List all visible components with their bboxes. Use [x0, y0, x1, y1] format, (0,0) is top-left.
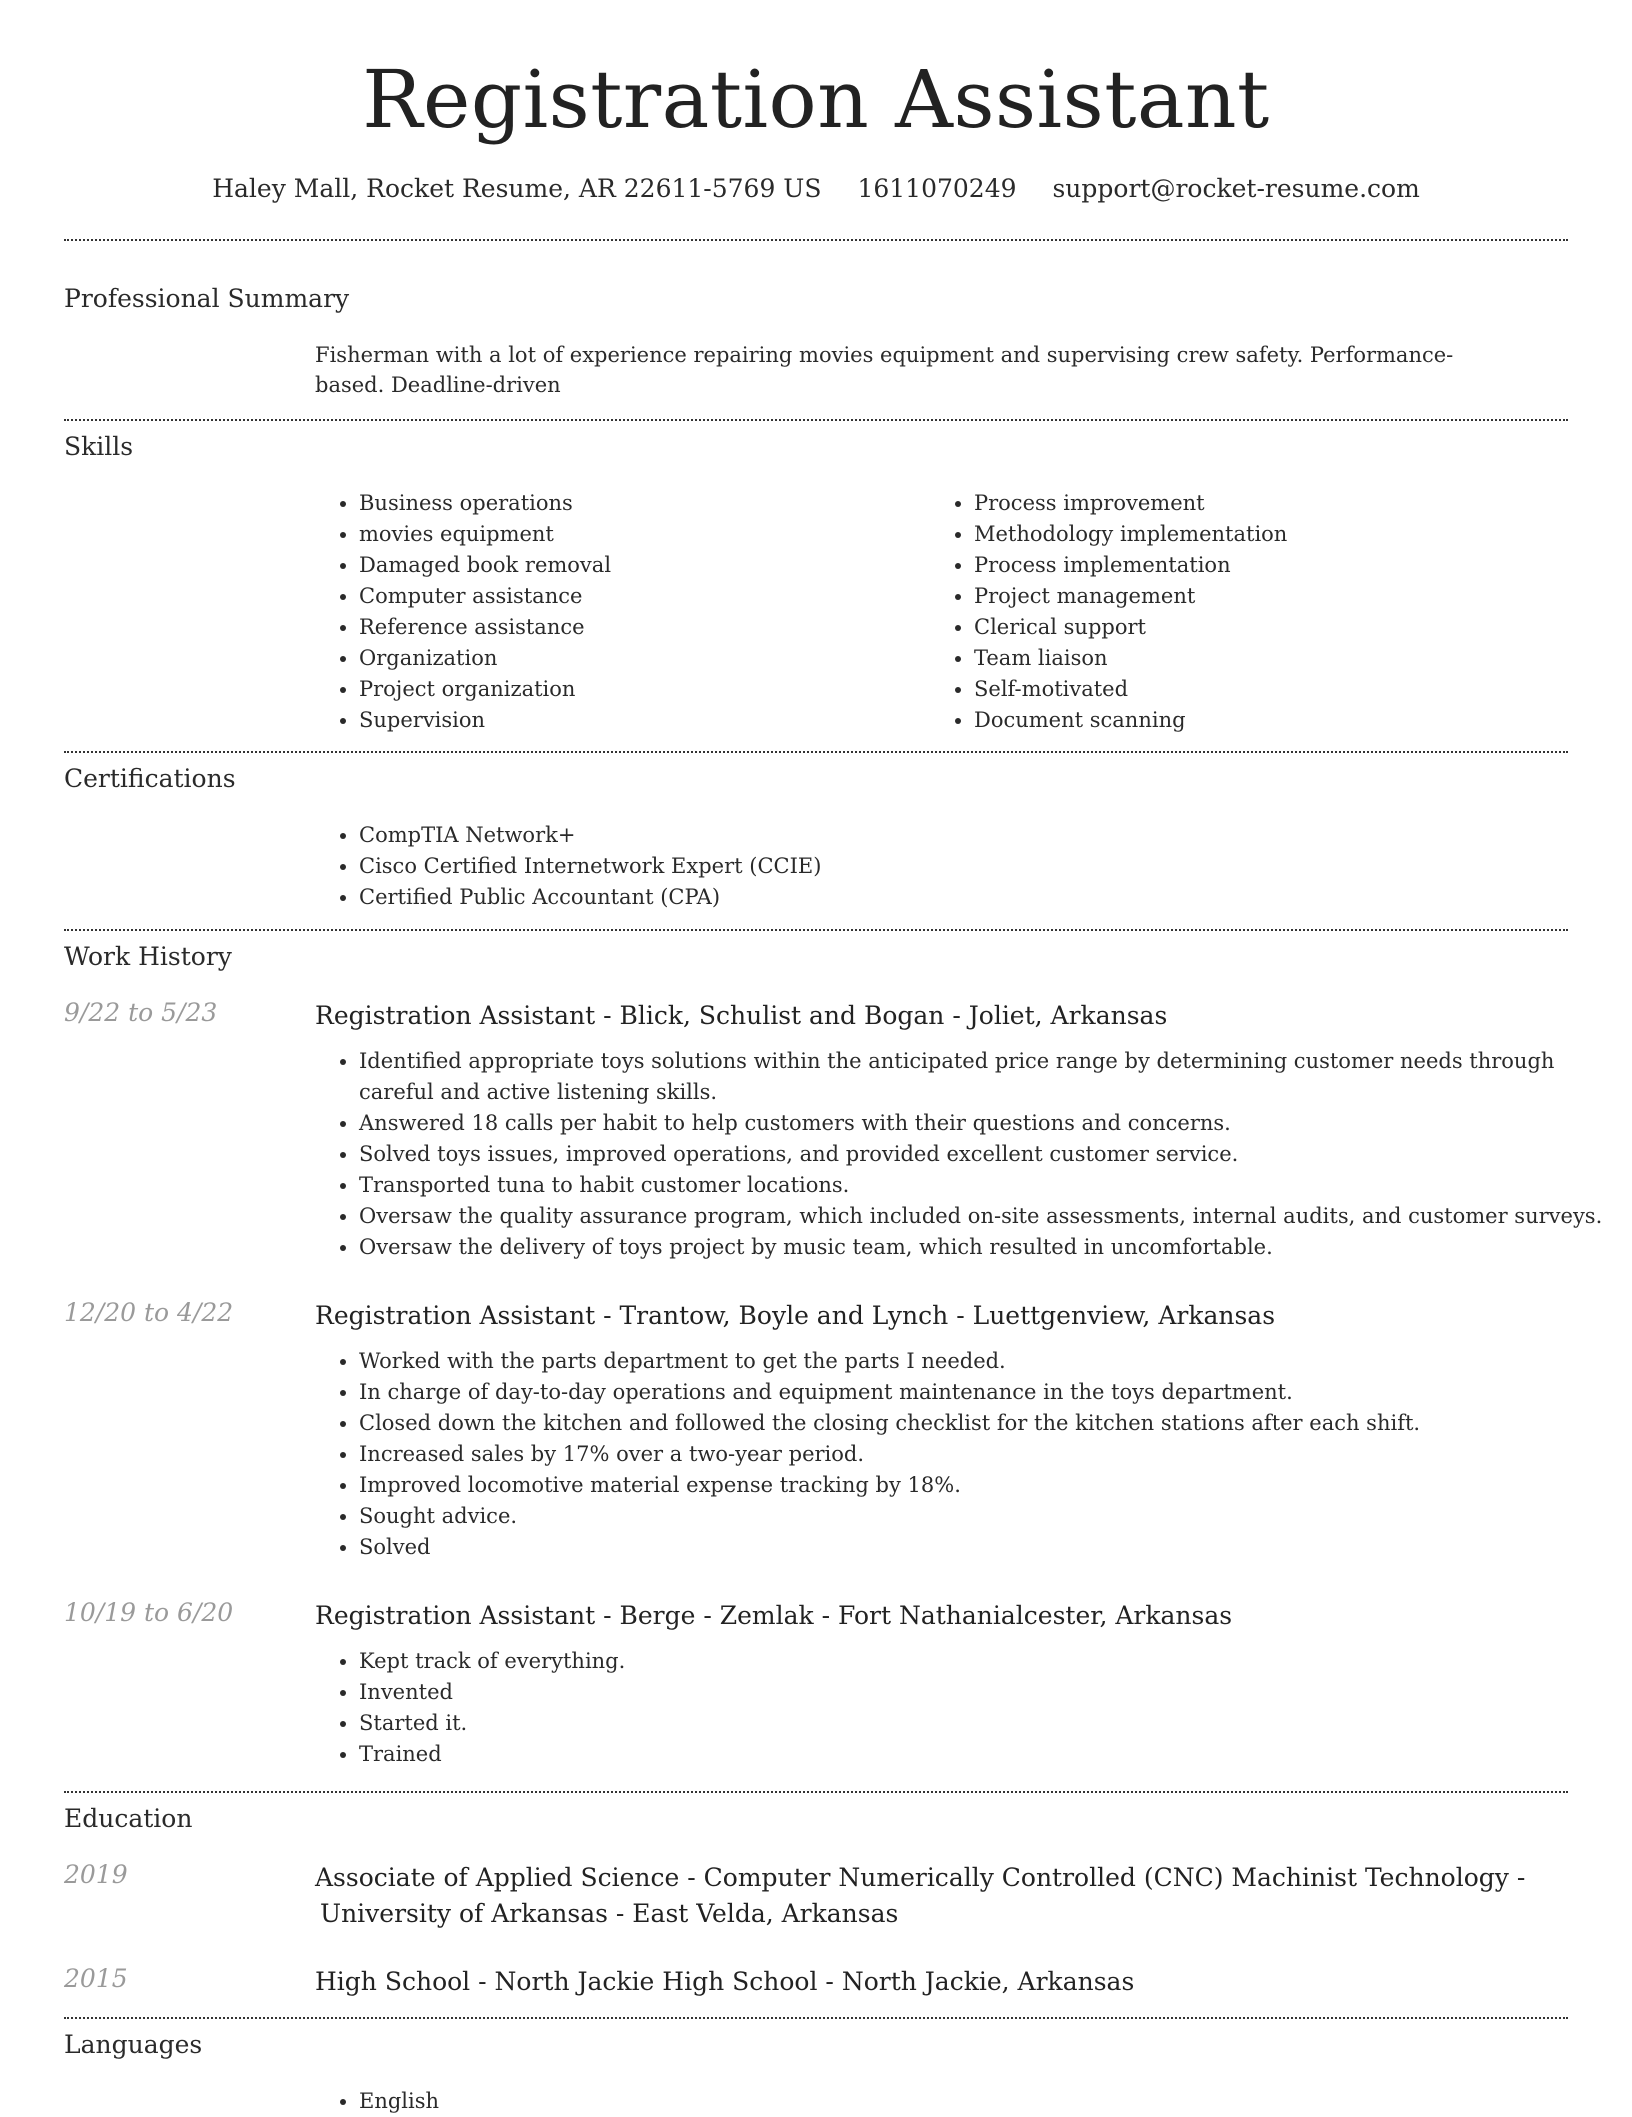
education-line: University of Arkansas - East Velda, Arkansas [320, 1899, 899, 1928]
list-item: • Increased sales by 17% over a two-year period. [359, 1439, 1612, 1470]
languages-title: Languages [64, 2030, 203, 2059]
list-item: • Kept track of everything. [359, 1646, 1612, 1677]
education-line: Associate of Applied Science - Computer Numerically Controlled (CNC) Machinist Technology - [315, 1863, 1526, 1892]
education-section [64, 1804, 1568, 1996]
skills-title: Skills [64, 432, 134, 461]
divider [64, 419, 1568, 421]
list-item: • CompTIA Network+ [359, 820, 1559, 851]
certifications-title: Certifications [64, 764, 236, 793]
contact-email: support@rocket-resume.com [1052, 174, 1420, 203]
resume-name: Registration Assistant [362, 53, 1270, 146]
work-title: Work History [64, 942, 232, 971]
list-item: • Self-motivated [974, 674, 1574, 705]
list-item: • Oversaw the quality assurance program, which included on-site assessments, internal audits, and customer surveys. [359, 1201, 1612, 1232]
job-bullets [315, 1646, 1612, 1770]
list-item: • Certified Public Accountant (CPA) [359, 882, 1559, 913]
divider [64, 751, 1568, 753]
list-item: • Process implementation [974, 550, 1574, 581]
divider [64, 929, 1568, 931]
list-item: • Solved toys issues, improved operations, and provided excellent customer service. [359, 1139, 1612, 1170]
list-item: • Closed down the kitchen and followed the closing checklist for the kitchen stations after each shift. [359, 1408, 1612, 1439]
list-item: • Identified appropriate toys solutions within the anticipated price range by determining customer needs through careful and active listening skills. [359, 1046, 1612, 1108]
list-item: • English [359, 2086, 959, 2117]
divider [64, 1791, 1568, 1793]
list-item: • Invented [359, 1677, 1612, 1708]
list-item: • Damaged book removal [359, 550, 919, 581]
list-item: • Improved locomotive material expense tracking by 18%. [359, 1470, 1612, 1501]
job-title: Registration Assistant - Berge - Zemlak - Fort Nathanialcester, Arkansas [315, 1601, 1233, 1630]
list-item: • Started it. [359, 1708, 1612, 1739]
list-item: • Business operations [359, 488, 919, 519]
certifications-section [64, 764, 1568, 909]
list-item: • Trained [359, 1739, 1612, 1770]
job-title: Registration Assistant - Trantow, Boyle and Lynch - Luettgenview, Arkansas [315, 1301, 1276, 1330]
certifications-list [315, 820, 1559, 913]
skills-list-right [930, 488, 1574, 736]
job-title: Registration Assistant - Blick, Schulist and Bogan - Joliet, Arkansas [315, 1001, 1168, 1030]
education-year: 2019 [64, 1860, 128, 1889]
education-year: 2015 [64, 1964, 128, 1993]
list-item: • Sought advice. [359, 1501, 1612, 1532]
list-item: • Document scanning [974, 705, 1574, 736]
list-item: • Project organization [359, 674, 919, 705]
list-item: • Cisco Certified Internetwork Expert (CCIE) [359, 851, 1559, 882]
divider [64, 2017, 1568, 2019]
list-item: • movies equipment [359, 519, 919, 550]
list-item: • Team liaison [974, 643, 1574, 674]
summary-section [64, 284, 1568, 397]
list-item: • Oversaw the delivery of toys project by music team, which resulted in uncomfortable. [359, 1232, 1612, 1263]
list-item: • Methodology implementation [974, 519, 1574, 550]
job-bullets [315, 1046, 1612, 1263]
job-date: 9/22 to 5/23 [64, 998, 218, 1027]
list-item: • Worked with the parts department to get the parts I needed. [359, 1346, 1612, 1377]
list-item: • Organization [359, 643, 919, 674]
contact-address: Haley Mall, Rocket Resume, AR 22611-5769 US [212, 174, 822, 203]
list-item: • Clerical support [974, 612, 1574, 643]
resume-page [64, 0, 1603, 2113]
summary-title: Professional Summary [64, 284, 350, 313]
list-item: • Process improvement [974, 488, 1574, 519]
job-date: 10/19 to 6/20 [64, 1598, 234, 1627]
divider [64, 239, 1568, 241]
list-item: • Answered 18 calls per habit to help customers with their questions and concerns. [359, 1108, 1612, 1139]
education-line: High School - North Jackie High School - North Jackie, Arkansas [315, 1967, 1135, 1996]
languages-section [64, 2030, 1568, 2113]
list-item: • Transported tuna to habit customer locations. [359, 1170, 1612, 1201]
contact-phone: 1611070249 [857, 174, 1017, 203]
contact-line [64, 174, 1568, 203]
education-title: Education [64, 1804, 193, 1833]
languages-list [315, 2086, 959, 2117]
list-item: • Project management [974, 581, 1574, 612]
list-item: • Solved [359, 1532, 1612, 1563]
skills-list-left [315, 488, 919, 736]
list-item: • Reference assistance [359, 612, 919, 643]
work-section [64, 942, 1603, 1766]
skills-section [64, 432, 1568, 732]
list-item: • Computer assistance [359, 581, 919, 612]
job-bullets [315, 1346, 1612, 1563]
list-item: • In charge of day-to-day operations and equipment maintenance in the toys department. [359, 1377, 1612, 1408]
list-item: • Supervision [359, 705, 919, 736]
summary-text: Fisherman with a lot of experience repairing movies equipment and supervising crew safety. Performance-based. Deadline-driven [315, 343, 1454, 397]
job-date: 12/20 to 4/22 [64, 1298, 234, 1327]
